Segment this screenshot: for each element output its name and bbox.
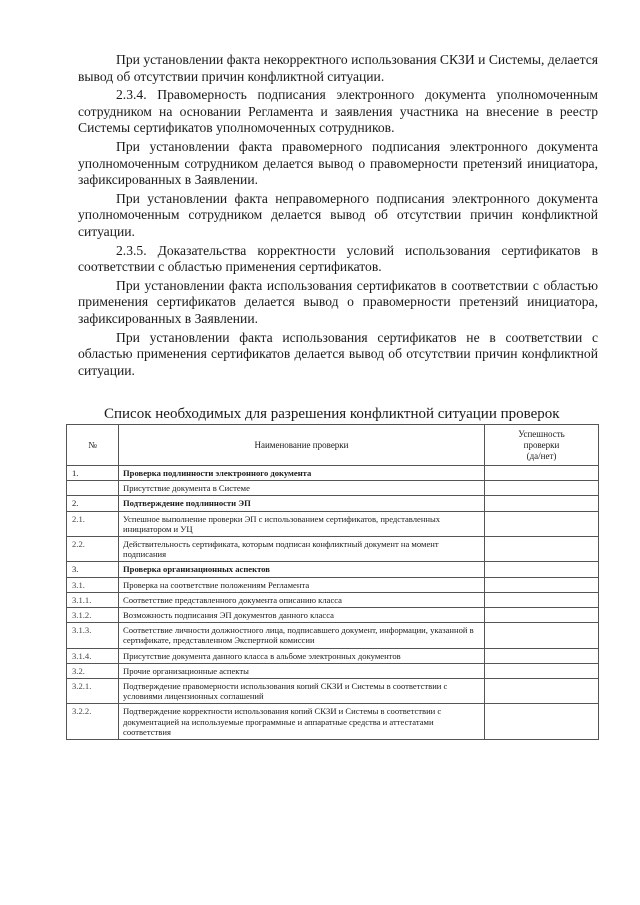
row-number: 1. <box>67 466 119 481</box>
row-result-cell <box>485 577 599 592</box>
table-row <box>67 577 599 592</box>
row-number: 3.2. <box>67 663 119 678</box>
row-check-name: Успешное выполнение проверки ЭП с использованием сертификатов, представленных инициатором и УЦ <box>119 511 485 536</box>
row-number: 3.1.2. <box>67 608 119 623</box>
row-number: 3.1. <box>67 577 119 592</box>
row-result-cell <box>485 679 599 704</box>
row-result-cell <box>485 648 599 663</box>
row-result-cell <box>485 537 599 562</box>
table-row <box>67 623 599 648</box>
row-number: 2. <box>67 496 119 511</box>
row-check-name: Возможность подписания ЭП документов данного класса <box>119 608 485 623</box>
table-row <box>67 679 599 704</box>
row-check-name: Подтверждение правомерности использования копий СКЗИ и Системы в соответствии с условиями лицензионных соглашений <box>119 679 485 704</box>
row-check-name: Подтверждение подлинности ЭП <box>119 496 485 511</box>
row-result-cell <box>485 466 599 481</box>
table-row <box>67 592 599 607</box>
table-row <box>67 562 599 577</box>
row-result-cell <box>485 592 599 607</box>
row-number: 2.2. <box>67 537 119 562</box>
row-result-cell <box>485 562 599 577</box>
header-num: № <box>67 425 119 466</box>
header-name: Наименование проверки <box>119 425 485 466</box>
table-row <box>67 511 599 536</box>
row-result-cell <box>485 663 599 678</box>
row-number: 3. <box>67 562 119 577</box>
table-row <box>67 496 599 511</box>
paragraph: 2.3.4. Правомерность подписания электронного документа уполномоченным сотрудником на основании Регламента и заявления участника на внесение в реестр Системы сертификатов уполномоченных сотрудников. <box>78 87 598 136</box>
row-check-name: Проверка подлинности электронного документа <box>119 466 485 481</box>
paragraph: При установлении факта использования сертификатов не в соответствии с областью применения сертификатов делается вывод об отсутствии причин конфликтной ситуации. <box>78 329 598 378</box>
row-result-cell <box>485 704 599 740</box>
paragraph: 2.3.5. Доказательства корректности условий использования сертификатов в соответствии с областью применения сертификатов. <box>78 242 598 275</box>
row-number <box>67 481 119 496</box>
row-check-name: Присутствие документа данного класса в альбоме электронных документов <box>119 648 485 663</box>
header-result-line: проверки <box>523 439 560 450</box>
row-check-name: Соответствие личности должностного лица, подписавшего документ, информации, указанной в сертификате, представленном Экспертной комиссии <box>119 623 485 648</box>
row-result-cell <box>485 608 599 623</box>
paragraph: При установлении факта использования сертификатов в соответствии с областью применения сертификатов делается вывод о правомерности претензий инициатора, зафиксированных в Заявлении. <box>78 277 598 326</box>
row-number: 2.1. <box>67 511 119 536</box>
row-number: 3.1.1. <box>67 592 119 607</box>
row-result-cell <box>485 496 599 511</box>
table-header-row <box>67 425 599 466</box>
row-check-name: Действительность сертификата, которым подписан конфликтный документ на момент подписания <box>119 537 485 562</box>
row-result-cell <box>485 623 599 648</box>
row-check-name: Проверка организационных аспектов <box>119 562 485 577</box>
table-row <box>67 466 599 481</box>
paragraph: При установлении факта неправомерного подписания электронного документа уполномоченным сотрудником делается вывод об отсутствии причин конфликтной ситуации. <box>78 190 598 239</box>
row-number: 3.2.1. <box>67 679 119 704</box>
row-result-cell <box>485 481 599 496</box>
header-result-line: Успешность <box>518 428 565 439</box>
row-number: 3.2.2. <box>67 704 119 740</box>
table-title: Список необходимых для разрешения конфликтной ситуации проверок <box>104 406 560 422</box>
body-text <box>78 52 598 381</box>
table-row <box>67 704 599 740</box>
table-row <box>67 663 599 678</box>
table-row <box>67 648 599 663</box>
row-check-name: Прочие организационные аспекты <box>119 663 485 678</box>
row-check-name: Присутствие документа в Системе <box>119 481 485 496</box>
row-result-cell <box>485 511 599 536</box>
table-row <box>67 608 599 623</box>
row-check-name: Подтверждение корректности использования копий СКЗИ и Системы в соответствии с документацией на используемые программные и аппаратные средства и аттестатами соответствия <box>119 704 485 740</box>
header-result <box>485 425 599 466</box>
row-check-name: Соответствие представленного документа описанию класса <box>119 592 485 607</box>
checks-table <box>66 424 599 740</box>
header-result-line: (да/нет) <box>526 450 557 461</box>
table-row <box>67 537 599 562</box>
row-number: 3.1.4. <box>67 648 119 663</box>
row-check-name: Проверка на соответствие положениям Регламента <box>119 577 485 592</box>
paragraph: При установлении факта правомерного подписания электронного документа уполномоченным сотрудником делается вывод о правомерности претензий инициатора, зафиксированных в Заявлении. <box>78 138 598 188</box>
table-row <box>67 481 599 496</box>
paragraph: При установлении факта некорректного использования СКЗИ и Системы, делается вывод об отсутствии причин конфликтной ситуации. <box>78 52 598 84</box>
row-number: 3.1.3. <box>67 623 119 648</box>
